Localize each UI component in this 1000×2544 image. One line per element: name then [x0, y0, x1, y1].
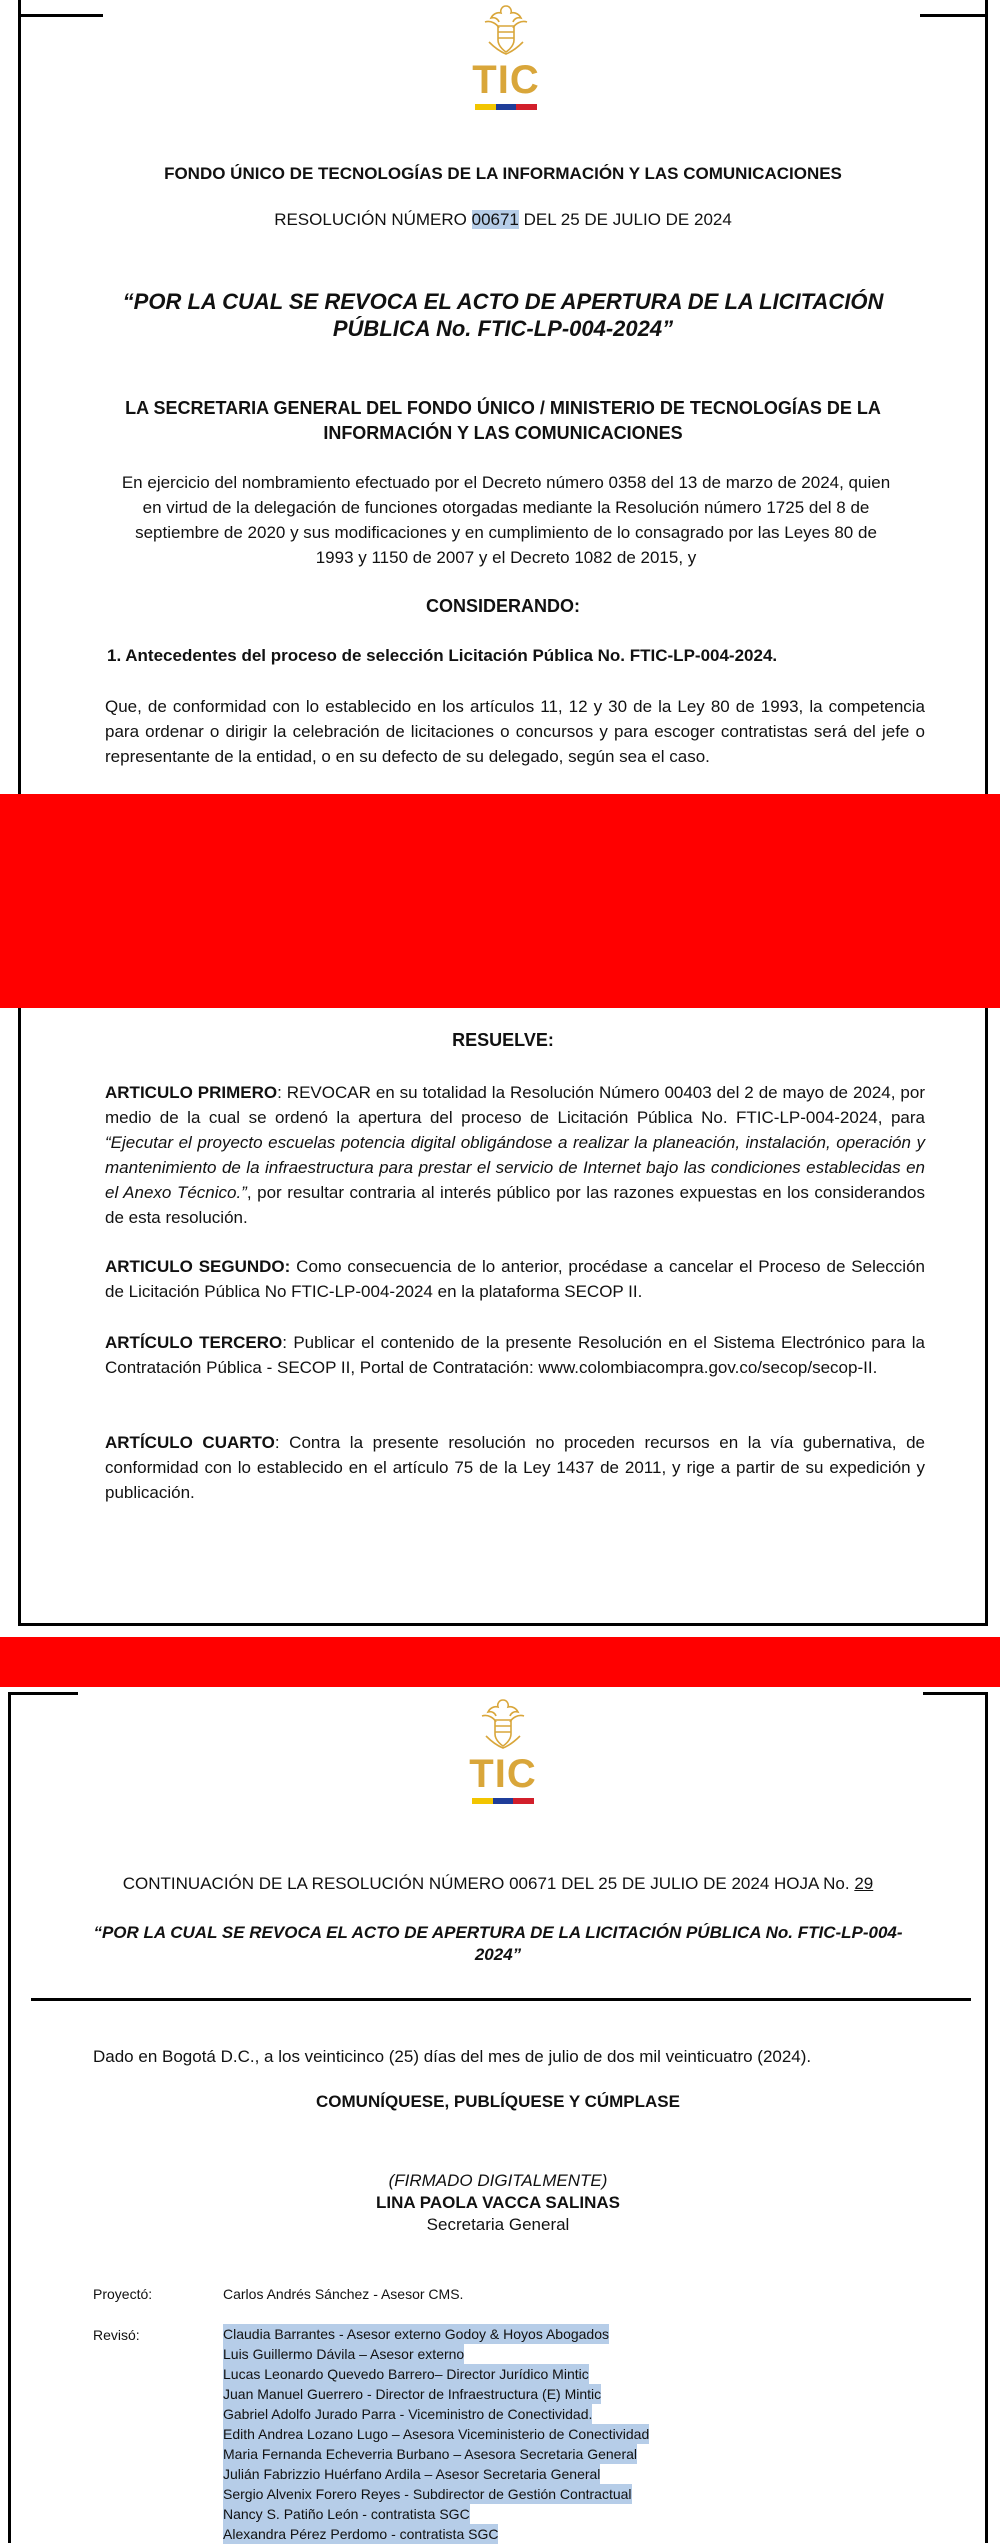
resuelve-heading: RESUELVE:	[452, 1030, 554, 1050]
reviewers-list	[223, 2324, 649, 2544]
fund-name-heading: FONDO ÚNICO DE TECNOLOGÍAS DE LA INFORMACIÓN Y LAS COMUNICACIONES	[164, 164, 842, 183]
authority-heading	[21, 396, 985, 446]
reviewer-entry: Julián Fabrizzio Huérfano Ardila – Asesor Secretaria General	[223, 2466, 601, 2482]
title-line: 2024”	[474, 1945, 522, 1964]
signed-digitally: (FIRMADO DIGITALMENTE)	[388, 2171, 608, 2190]
reviewer-entry: Juan Manuel Guerrero - Director de Infraestructura (E) Mintic	[223, 2386, 602, 2402]
flag-bar	[472, 1798, 534, 1804]
reviewer-entry: Lucas Leonardo Quevedo Barrero– Director Jurídico Mintic	[223, 2366, 589, 2382]
article-text: : Publicar el contenido de la presente Resolución en el Sistema Electrónico para la Contratación Pública - SECOP II, Portal de Contratación: www.colombiacompra.gov.co/secop/secop-II.	[105, 1333, 925, 1377]
article-quote: “Ejecutar el proyecto escuelas potencia digital obligándose a realizar la planeación, instalación, operación y mantenimiento de la infraestructura para prestar el servicio de Internet bajo las condiciones establecidas en el Anexo Técnico.”	[105, 1133, 925, 1202]
title-line: “POR LA CUAL SE REVOCA EL ACTO DE APERTURA DE LA LICITACIÓN PÚBLICA No. FTIC-LP-004-	[93, 1923, 903, 1942]
resolution-number-line	[21, 210, 985, 230]
page-corner-mark	[923, 1692, 988, 1695]
proyecto-value: Carlos Andrés Sánchez - Asesor CMS.	[223, 2286, 464, 2302]
reviewer-entry: Gabriel Adolfo Jurado Parra - Viceministro de Conectividad.	[223, 2406, 593, 2422]
article-1	[105, 1080, 925, 1230]
article-4	[105, 1430, 925, 1505]
page-corner-mark	[920, 14, 988, 17]
preamble-paragraph: En ejercicio del nombramiento efectuado por el Decreto número 0358 del 13 de marzo de 2024, quien en virtud de la delegación de funciones otorgadas mediante la Resolución número 1725 del 8 de septiembre de 2020 y sus modificaciones y en cumplimiento de lo consagrado por las Leyes 80 de 1993 y 1150 de 2007 y el Decreto 1082 de 2015, y	[121, 473, 891, 567]
reviewer-entry: Nancy S. Patiño León - contratista SGC	[223, 2506, 470, 2522]
section-1-heading: 1. Antecedentes del proceso de selección Licitación Pública No. FTIC-LP-004-2024.	[107, 646, 778, 665]
article-label: ARTÍCULO CUARTO	[105, 1433, 275, 1452]
divider	[31, 1998, 971, 2001]
signature-block	[11, 2170, 985, 2236]
reviewer-entry: Luis Guillermo Dávila – Asesor externo	[223, 2346, 465, 2362]
tic-logo	[466, 2, 546, 110]
title-line: PÚBLICA No. FTIC-LP-004-2024”	[332, 316, 674, 341]
proyecto-label: Proyectó:	[93, 2286, 153, 2302]
resolution-number: 00671	[471, 210, 519, 229]
article-2	[105, 1254, 925, 1304]
article-label: ARTICULO PRIMERO	[105, 1083, 278, 1102]
authority-line: INFORMACIÓN Y LAS COMUNICACIONES	[323, 423, 683, 443]
signer-title: Secretaria General	[426, 2215, 570, 2234]
coat-of-arms-icon	[478, 1696, 528, 1754]
authority-line: LA SECRETARIA GENERAL DEL FONDO ÚNICO / MINISTERIO DE TECNOLOGÍAS DE LA	[125, 398, 881, 418]
article-label: ARTÍCULO TERCERO	[105, 1333, 283, 1352]
reviso-label: Revisó:	[93, 2327, 140, 2343]
comuniquese-heading: COMUNÍQUESE, PUBLÍQUESE Y CÚMPLASE	[316, 2092, 680, 2111]
article-text: : Contra la presente resolución no proceden recursos en la vía gubernativa, de conformidad con lo establecido en el artículo 75 de la Ley 1437 de 2011, y rige a partir de su expedición y publicación.	[105, 1433, 925, 1502]
tic-logo	[463, 1696, 543, 1804]
article-text: Como consecuencia de lo anterior, procédase a cancelar el Proceso de Selección de Licitación Pública No FTIC-LP-004-2024 en la plataforma SECOP II.	[105, 1257, 925, 1301]
signer-name: LINA PAOLA VACCA SALINAS	[376, 2193, 620, 2212]
reviewer-entry: Edith Andrea Lozano Lugo – Asesora Viceministerio de Conectividad	[223, 2426, 650, 2442]
logo-text: TIC	[472, 58, 540, 102]
sheet-number: 29	[854, 1874, 874, 1893]
given-line: Dado en Bogotá D.C., a los veinticinco (25) días del mes de julio de dos mil veinticuatro (2024).	[93, 2047, 812, 2066]
document-page-2	[8, 1692, 988, 2543]
resolution-title	[21, 288, 985, 342]
continuation-title	[51, 1922, 945, 1966]
article-3	[105, 1330, 925, 1380]
considerando-paragraph: Que, de conformidad con lo establecido en los artículos 11, 12 y 30 de la Ley 80 de 1993, la competencia para ordenar o dirigir la celebración de licitaciones o concursos y para escoger contratistas será del jefe o representante de la entidad, o en su defecto de su delegado, según sea el caso.	[105, 697, 925, 766]
article-text: : REVOCAR en su totalidad la Resolución Número 00403 del 2 de mayo de 2024, por medio de la cual se ordenó la apertura del proceso de Licitación Pública No. FTIC-LP-004-2024, para	[105, 1083, 925, 1127]
page-corner-mark	[18, 14, 103, 17]
article-label: ARTICULO SEGUNDO:	[105, 1257, 291, 1276]
redaction-block	[0, 1637, 1000, 1687]
title-line: “POR LA CUAL SE REVOCA EL ACTO DE APERTURA DE LA LICITACIÓN	[122, 289, 884, 314]
logo-text: TIC	[469, 1752, 537, 1796]
reviewer-entry: Claudia Barrantes - Asesor externo Godoy & Hoyos Abogados	[223, 2326, 609, 2342]
continuation-text: CONTINUACIÓN DE LA RESOLUCIÓN NÚMERO 00671 DEL 25 DE JULIO DE 2024 HOJA No.	[122, 1874, 855, 1893]
reviewer-entry: Alexandra Pérez Perdomo - contratista SGC	[223, 2526, 499, 2542]
flag-bar	[475, 104, 537, 110]
considerando-heading: CONSIDERANDO:	[425, 596, 580, 616]
redaction-block	[0, 794, 1000, 1008]
page-corner-mark	[8, 1692, 78, 1695]
coat-of-arms-icon	[481, 2, 531, 60]
resolution-date: DEL 25 DE JULIO DE 2024	[518, 210, 732, 229]
continuation-line	[11, 1874, 985, 1894]
reviewer-entry: Maria Fernanda Echeverria Burbano – Asesora Secretaria General	[223, 2446, 637, 2462]
reviewer-entry: Sergio Alvenix Forero Reyes - Subdirector de Gestión Contractual	[223, 2486, 632, 2502]
resolution-prefix: RESOLUCIÓN NÚMERO	[274, 210, 472, 229]
article-text: , por resultar contraria al interés público por las razones expuestas en los considerandos de esta resolución.	[105, 1183, 925, 1227]
